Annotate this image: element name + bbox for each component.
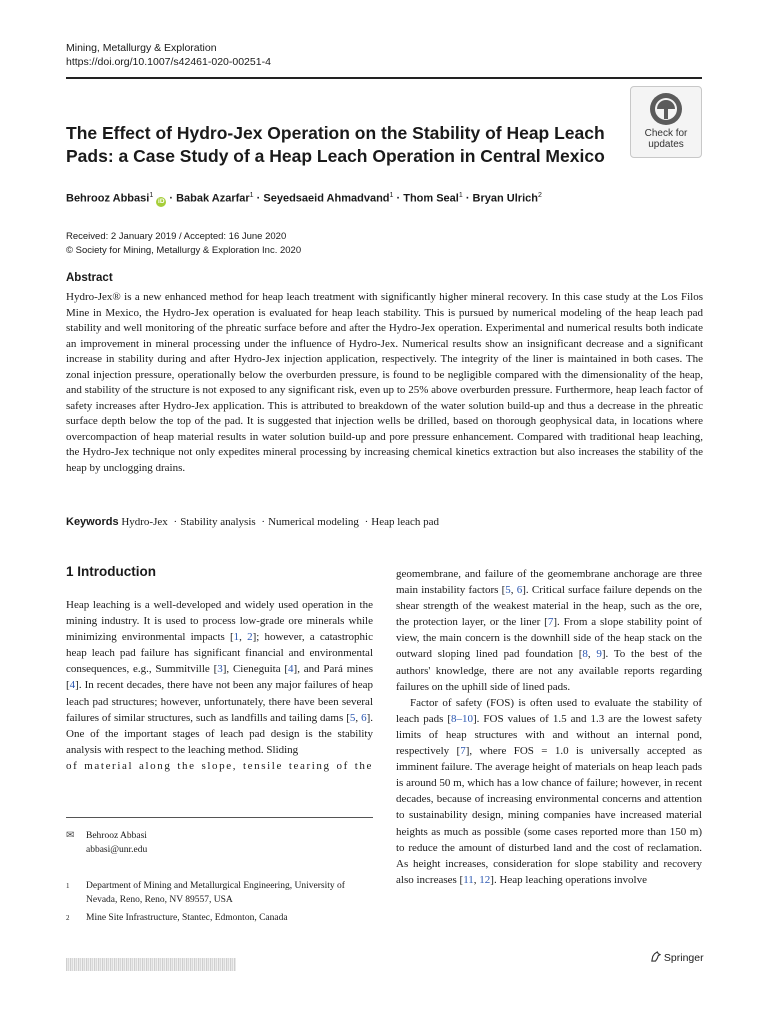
keyword-separator: · <box>261 516 266 528</box>
citation-link[interactable]: 4 <box>288 663 294 676</box>
journal-header <box>66 41 271 69</box>
paragraph-last-line: of material along the slope, tensile tearing of the <box>66 759 373 772</box>
keyword: Hydro-Jex <box>121 516 168 528</box>
citation-link[interactable]: 9 <box>596 648 602 661</box>
author-affiliation-ref: 1 <box>149 192 154 199</box>
publisher-name: Springer <box>663 952 704 964</box>
springer-horse-icon <box>650 951 661 962</box>
author-separator: · <box>396 192 401 205</box>
corresponding-author <box>66 829 147 857</box>
journal-name: Mining, Metallurgy & Exploration <box>66 42 217 54</box>
author-affiliation-ref: 1 <box>389 192 394 199</box>
author-list <box>66 188 706 207</box>
footnote-rule <box>66 817 373 818</box>
publisher-logo <box>650 951 704 964</box>
author-separator: · <box>256 192 261 205</box>
author-affiliation-ref: 1 <box>458 192 463 199</box>
citation-link[interactable]: 5 <box>505 584 511 597</box>
keyword: Numerical modeling <box>268 516 359 528</box>
citation-link[interactable]: 2 <box>247 631 253 644</box>
affiliation-number: 1 <box>66 882 70 890</box>
author-affiliation-ref: 1 <box>249 192 254 199</box>
body-column-right <box>396 566 702 888</box>
keyword-separator: · <box>364 516 369 528</box>
corresponding-author-name: Behrooz Abbasi <box>86 831 147 841</box>
affiliation-text: Department of Mining and Metallurgical Engineering, University of Nevada, Reno, Reno, NV 89557, USA <box>86 881 345 905</box>
received-accepted: Received: 2 January 2019 / Accepted: 16 June 2020 <box>66 231 287 242</box>
updates-label: updates <box>648 139 684 150</box>
citation-link[interactable]: 12 <box>479 873 491 886</box>
check-for-updates-icon <box>648 91 684 127</box>
redacted-strip <box>66 958 236 971</box>
abstract-heading: Abstract <box>66 272 113 284</box>
check-for-updates-badge[interactable] <box>630 86 702 158</box>
citation-link[interactable]: 7 <box>547 616 554 629</box>
author-separator: · <box>465 192 470 205</box>
affiliation-text: Mine Site Infrastructure, Stantec, Edmonton, Canada <box>86 913 288 923</box>
keyword: Stability analysis <box>180 516 256 528</box>
author-affiliation-ref: 2 <box>537 192 542 199</box>
author-name: Babak Azarfar <box>176 192 250 205</box>
author-name: Thom Seal <box>403 192 459 205</box>
publication-dates <box>66 230 301 258</box>
author-name: Bryan Ulrich <box>472 192 538 205</box>
keywords-heading: Keywords <box>66 516 119 528</box>
affiliation-number: 2 <box>66 914 70 922</box>
keyword: Heap leach pad <box>371 516 440 528</box>
paragraph: Heap leaching is a well-developed and widely used operation in the mining industry. It is used to process low-grade ore minerals while minimizing environmental impacts [1, 2]; however, a catastrophic heap leach pad failure has significant financial and environmental consequences, e.g., Summitville [3], Cieneguita [4], and Pará mines [4]. In recent decades, there have not been any major failures of heap leach pad structures; however, unfortunately, there have been several failures of similar structures, such as landfills and tailing dams [5, 6]. One of the important stages of leach pad design is the stability analysis with respect to the leaching method. Sliding <box>66 599 374 756</box>
author-separator: · <box>169 192 174 205</box>
abstract-text: Hydro-Jex® is a new enhanced method for heap leach treatment with significantly higher mineral recovery. In this case study at the Los Filos Mine in Mexico, the Hydro-Jex operation is evaluated for heap leach stability. This is pursued by numerical modeling of the heap leach pad stability and well monitoring of the phreatic surface before and after the Hydro-Jex operation. Experimental and numerical results both indicate an improvement in mineral processing under the influence of Hydro-Jex. Numerical results show an insignificant decrease and a significant increase in stability during and after Hydro-Jex injection application, respectively. The integrity of the liner is maintained in both cases. The zonal injection pressure, operationally below the overburden pressure, is found to be negligible compared with the dimensionality of the heap, and stability of the structure is not exposed to any significant risk, even up to 25% above overburden pressure. Furthermore, heap leach factor of safety increases after Hydro-Jex application. This is attributed to breakdown of the water solution build-up and thus a decrease in the phreatic surface depth below the top of the pad. It is suggested that injection wells be drilled, based on thorough geophysical data, in locations where overcompaction of heap material results in water solution build-up and pore pressure enhancement. Compared with traditional heap leaching, the Hydro-Jex technique not only expedites mineral processing by increasing chemical kinetics extraction but also increases the stability of the heap by unclogging drains. <box>66 291 703 474</box>
copyright: © Society for Mining, Metallurgy & Exploration Inc. 2020 <box>66 245 302 256</box>
doi-link[interactable]: https://doi.org/10.1007/s42461-020-00251-4 <box>66 56 271 68</box>
citation-link[interactable]: 8–10 <box>451 712 474 725</box>
paragraph: geomembrane, and failure of the geomembrane anchorage are three main instability factors [5, 6]. Critical surface failure depends on the shear strength of the weakest material in the heap, such as the ore, the protection layer, or the liner [7]. From a slope stability point of view, the main concern is the downhill side of the heap stack on the outward sloping lined pad foundation [8, 9]. To the best of the authors' knowledge, there are not any available reports regarding failures on the uphill side of lined pads. <box>396 568 702 693</box>
paper-title: The Effect of Hydro-Jex Operation on the Stability of Heap Leach Pads: a Case Study of a Heap Leach Operation in Central Mexico <box>66 123 605 166</box>
keyword-separator: · <box>173 516 178 528</box>
author-name: Seyedsaeid Ahmadvand <box>263 192 390 205</box>
citation-link[interactable]: 4 <box>69 679 76 692</box>
author-name: Behrooz Abbasi <box>66 192 150 205</box>
citation-link[interactable]: 6 <box>516 584 523 597</box>
citation-link[interactable]: 3 <box>217 663 223 676</box>
citation-link[interactable]: 11 <box>463 873 474 886</box>
paragraph: Factor of safety (FOS) is often used to evaluate the stability of leach pads [8–10]. FOS values of 1.5 and 1.3 are the lowest safety limits of heap structures with and without an internal pond, respectively [7], where FOS = 1.0 is universally accepted as imminent failure. The average height of materials on heap leach pads is around 50 m, which has a low chance of failure; however, in recent decades, because of increasing environmental concerns and attention to sustainability design, mining companies have increased material heights as much as possible (some cases reported more than 150 m) to reduce the amount of disturbed land and the cost of reclamation. As height increases, consideration for slope stability and recovery also increases [11, 12]. Heap leaching operations involve <box>396 696 703 886</box>
citation-link[interactable]: 7 <box>460 745 466 758</box>
orcid-icon[interactable]: iD <box>158 197 165 205</box>
affiliation-2 <box>66 911 376 925</box>
affiliation-1 <box>66 879 376 907</box>
corresponding-author-email[interactable]: abbasi@unr.edu <box>86 845 148 855</box>
citation-link[interactable]: 6 <box>361 711 367 724</box>
citation-link[interactable]: 1 <box>233 631 240 644</box>
body-column-left <box>66 597 373 774</box>
section-heading-introduction: 1 Introduction <box>66 564 156 579</box>
citation-link[interactable]: 5 <box>349 711 356 724</box>
keywords-line <box>66 514 439 530</box>
citation-link[interactable]: 8 <box>582 648 588 661</box>
header-rule <box>66 77 702 79</box>
check-for-updates-label: Check for <box>644 128 688 139</box>
envelope-icon: ✉ <box>66 830 75 841</box>
